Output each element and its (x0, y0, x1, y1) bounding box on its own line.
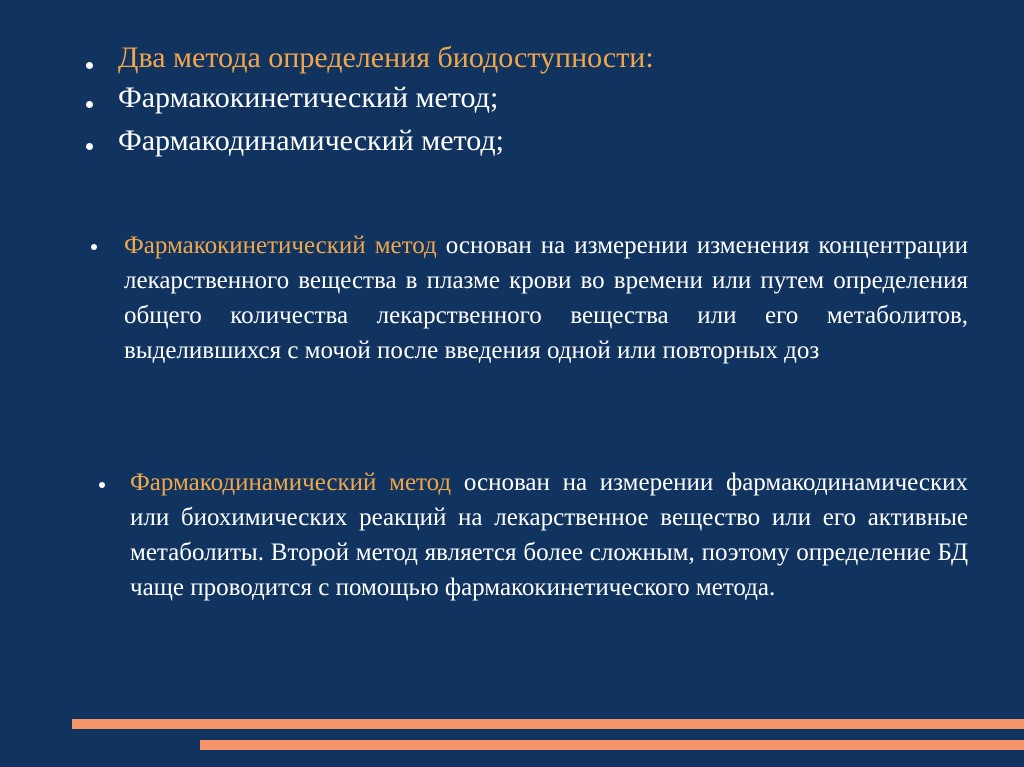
heading-item-pharmacodynamic: Фармакодинамический метод; (118, 124, 504, 157)
heading-item-pharmacokinetic: Фармакокинетический метод; (118, 81, 499, 114)
paragraph-term: Фармакокинетический метод (124, 232, 437, 259)
decor-bar-top (72, 719, 1024, 729)
bullet-paragraph-2 (99, 482, 105, 488)
paragraph-text: основан на измерении фармакодинамических или биохимических реакций на лекарственное вещество или его активные метаболиты. Второй метод является более сложным, поэтому определение БД чаще проводится с помощью фармакокинетического метода. (130, 469, 969, 601)
bullet-item-1 (86, 101, 93, 108)
decor-bar-bottom (200, 740, 1024, 750)
paragraph-pharmacokinetic (124, 228, 968, 368)
heading-title: Два метода определения биодоступности: (118, 41, 654, 74)
paragraph-text: основан на измерении изменения концентрации лекарственного вещества в плазме крови во времени или путем определения общего количества лекарственного вещества или его метаболитов, выделившихся с мочой после введения одной или повторных доз (124, 232, 968, 364)
paragraph-term: Фармакодинамический метод (130, 469, 452, 496)
bullet-heading (86, 62, 93, 69)
bullet-item-2 (86, 143, 93, 150)
paragraph-pharmacodynamic (130, 465, 968, 605)
bullet-paragraph-1 (91, 244, 97, 250)
